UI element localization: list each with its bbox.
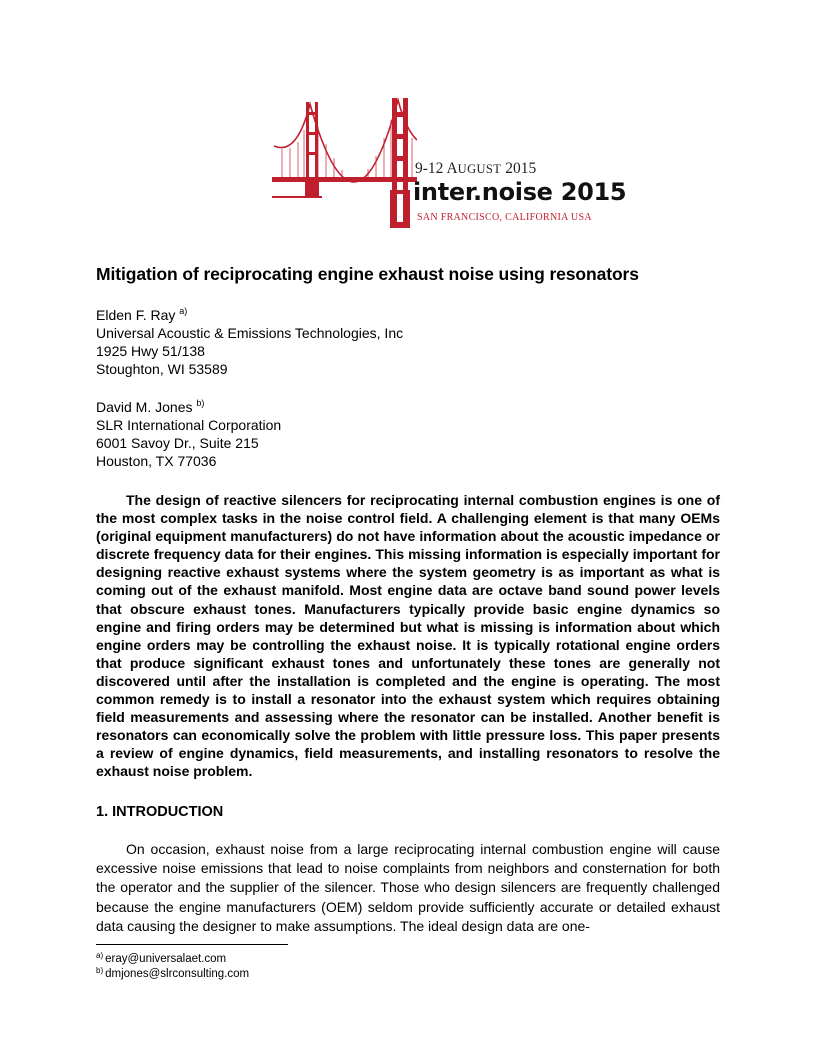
footnote-mark: b)	[96, 966, 104, 975]
affiliation-line: 1925 Hwy 51/138	[96, 343, 205, 359]
affiliation-line: Houston, TX 77036	[96, 453, 217, 469]
footnote-email: dmjones@slrconsulting.com	[105, 968, 250, 980]
affiliation-line: Universal Acoustic & Emissions Technologies, Inc	[96, 325, 404, 341]
footnote-mark: a)	[96, 951, 104, 960]
footnote	[96, 968, 249, 980]
section-number: 1.	[96, 804, 109, 820]
author-block	[96, 398, 281, 470]
conference-location: SAN FRANCISCO, CALIFORNIA USA	[417, 212, 592, 223]
affiliation-line: SLR International Corporation	[96, 417, 282, 433]
affiliation-line: 6001 Savoy Dr., Suite 215	[96, 435, 259, 451]
conference-name: inter.noise 2015	[413, 178, 627, 206]
paper-title: Mitigation of reciprocating engine exhaust noise using resonators	[96, 264, 639, 284]
abstract: The design of reactive silencers for reciprocating internal combustion engines is one of the most complex tasks in the noise control field. A challenging element is that many OEMs (original equipment manufacturers) do not have information about the acoustic impedance or discrete frequency data for their engines. This missing information is especially important for designing reactive exhaust systems where the system geometry is as important as what is coming out of the exhaust manifold. Most engine data are octave band sound power levels that obscure exhaust tones. Manufacturers typically provide basic engine dynamics so engine and firing orders may be determined but what is missing is information about which engine orders may be controlling the exhaust noise. It is typically rotational engine orders that produce significant exhaust tones and unfortunately these tones are generally not discovered until after the installation is completed and the engine is operating. The most common remedy is to install a resonator into the exhaust system which requires obtaining field measurements and assessing where the resonator can be installed. Another benefit is resonators can economically solve the problem with little pressure loss. This paper presents a review of engine dynamics, field measurements, and installing resonators to resolve the exhaust noise problem.	[96, 492, 720, 780]
golden-gate-bridge-icon	[272, 94, 417, 232]
section-heading	[96, 804, 223, 820]
footnote-email: eray@universalaet.com	[105, 953, 227, 965]
footnote-mark: b)	[196, 398, 205, 408]
affiliation-line: Stoughton, WI 53589	[96, 361, 228, 377]
footnote-mark: a)	[179, 306, 188, 316]
author-name: Elden F. Ray	[96, 307, 176, 323]
section-paragraph: On occasion, exhaust noise from a large reciprocating internal combustion engine will cause excessive noise emissions that lead to noise complaints from neighbors and consternation for both the operator and the supplier of the silencer. Those who design silencers are frequently challenged because the engine manufacturers (OEM) seldom provide sufficiently accurate or detailed exhaust data causing the designer to make assumptions. The ideal design data are one-	[96, 841, 720, 934]
section-title: INTRODUCTION	[112, 804, 224, 820]
conference-dates: 9-12 AUGUST 2015	[415, 160, 537, 177]
author-block	[96, 306, 403, 378]
author-name: David M. Jones	[96, 399, 193, 415]
footnote-divider	[96, 944, 288, 945]
footnote	[96, 953, 226, 965]
conference-logo	[272, 94, 627, 232]
